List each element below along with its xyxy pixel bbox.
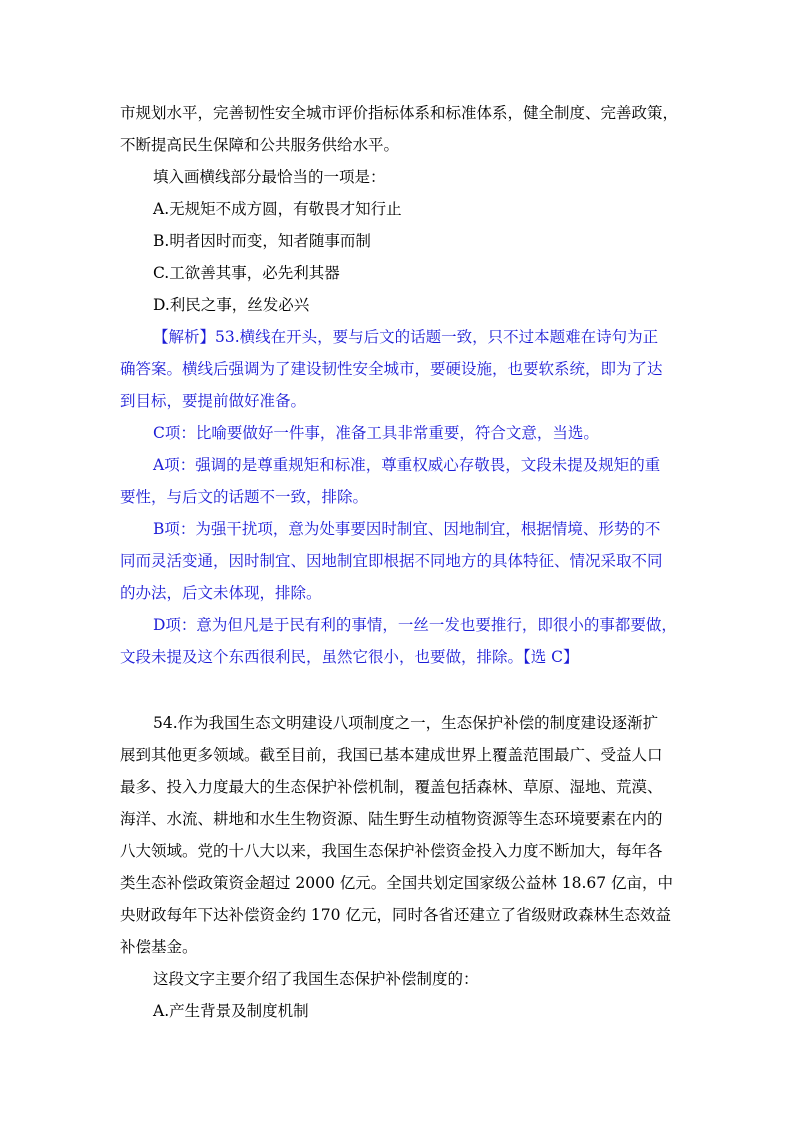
analysis-a-line-2: 要性，与后文的话题不一致，排除。 (120, 488, 369, 506)
analysis-d-line-2: 文段未提及这个东西很利民，虽然它很小，也要做，排除。【选 C】 (120, 648, 579, 666)
analysis-b-line-2: 同而灵活变通，因时制宜、因地制宜即根据不同地方的具体特征、情况采取不同 (120, 552, 663, 570)
analysis-line-2: 确答案。横线后强调为了建设韧性安全城市，要硬设施，也要软系统，即为了达 (120, 360, 663, 378)
q54-passage-line-6: 类生态补偿政策资金超过 2000 亿元。全国共划定国家级公益林 18.67 亿亩，中 (120, 874, 674, 892)
analysis-b-line-3: 的办法，后文未体现，排除。 (120, 584, 322, 602)
q54-passage-line-7: 央财政每年下达补偿资金约 170 亿元，同时各省还建立了省级财政森林生态效益 (120, 906, 671, 924)
q53-option-b: B.明者因时而变，知者随事而制 (153, 232, 371, 250)
analysis-b-line-1: B项：为强干扰项，意为处事要因时制宜、因地制宜，根据情境、形势的不 (153, 520, 661, 538)
q53-passage-line-2: 不断提高民生保障和公共服务供给水平。 (120, 136, 400, 154)
q54-passage-line-3: 最多、投入力度最大的生态保护补偿机制，覆盖包括森林、草原、湿地、荒漠、 (120, 778, 663, 796)
analysis-a-line-1: A项：强调的是尊重规矩和标准，尊重权威心存敬畏，文段未提及规矩的重 (153, 456, 661, 474)
q54-passage-line-5: 八大领域。党的十八大以来，我国生态保护补偿资金投入力度不断加大，每年各 (120, 842, 663, 860)
q53-passage-line-1: 市规划水平，完善韧性安全城市评价指标体系和标准体系，健全制度、完善政策， (120, 104, 679, 122)
q53-option-c: C.工欲善其事，必先利其器 (153, 264, 340, 282)
analysis-line-3: 到目标，要提前做好准备。 (120, 392, 307, 410)
q54-passage-line-1: 54.作为我国生态文明建设八项制度之一，生态保护补偿的制度建设逐渐扩 (153, 714, 659, 732)
q54-passage-line-2: 展到其他更多领域。截至目前，我国已基本建成世界上覆盖范围最广、受益人口 (120, 746, 663, 764)
analysis-line-1: 【解析】53.横线在开头，要与后文的话题一致，只不过本题难在诗句为正 (153, 328, 659, 346)
q54-option-a: A.产生背景及制度机制 (153, 1002, 309, 1020)
q53-option-a: A.无规矩不成方圆，有敬畏才知行止 (153, 200, 402, 218)
q53-option-d: D.利民之事，丝发必兴 (153, 296, 310, 314)
analysis-d-line-1: D项：意为但凡是于民有利的事情，一丝一发也要推行，即很小的事都要做， (153, 616, 677, 634)
q54-passage-line-4: 海洋、水流、耕地和水生生物资源、陆生野生动植物资源等生态环境要素在内的 (120, 810, 663, 828)
q54-prompt: 这段文字主要介绍了我国生态保护补偿制度的： (153, 970, 479, 988)
q54-passage-line-8: 补偿基金。 (120, 938, 198, 956)
analysis-c: C项：比喻要做好一件事，准备工具非常重要，符合文意，当选。 (153, 424, 599, 442)
q53-prompt: 填入画横线部分最恰当的一项是： (153, 168, 386, 186)
